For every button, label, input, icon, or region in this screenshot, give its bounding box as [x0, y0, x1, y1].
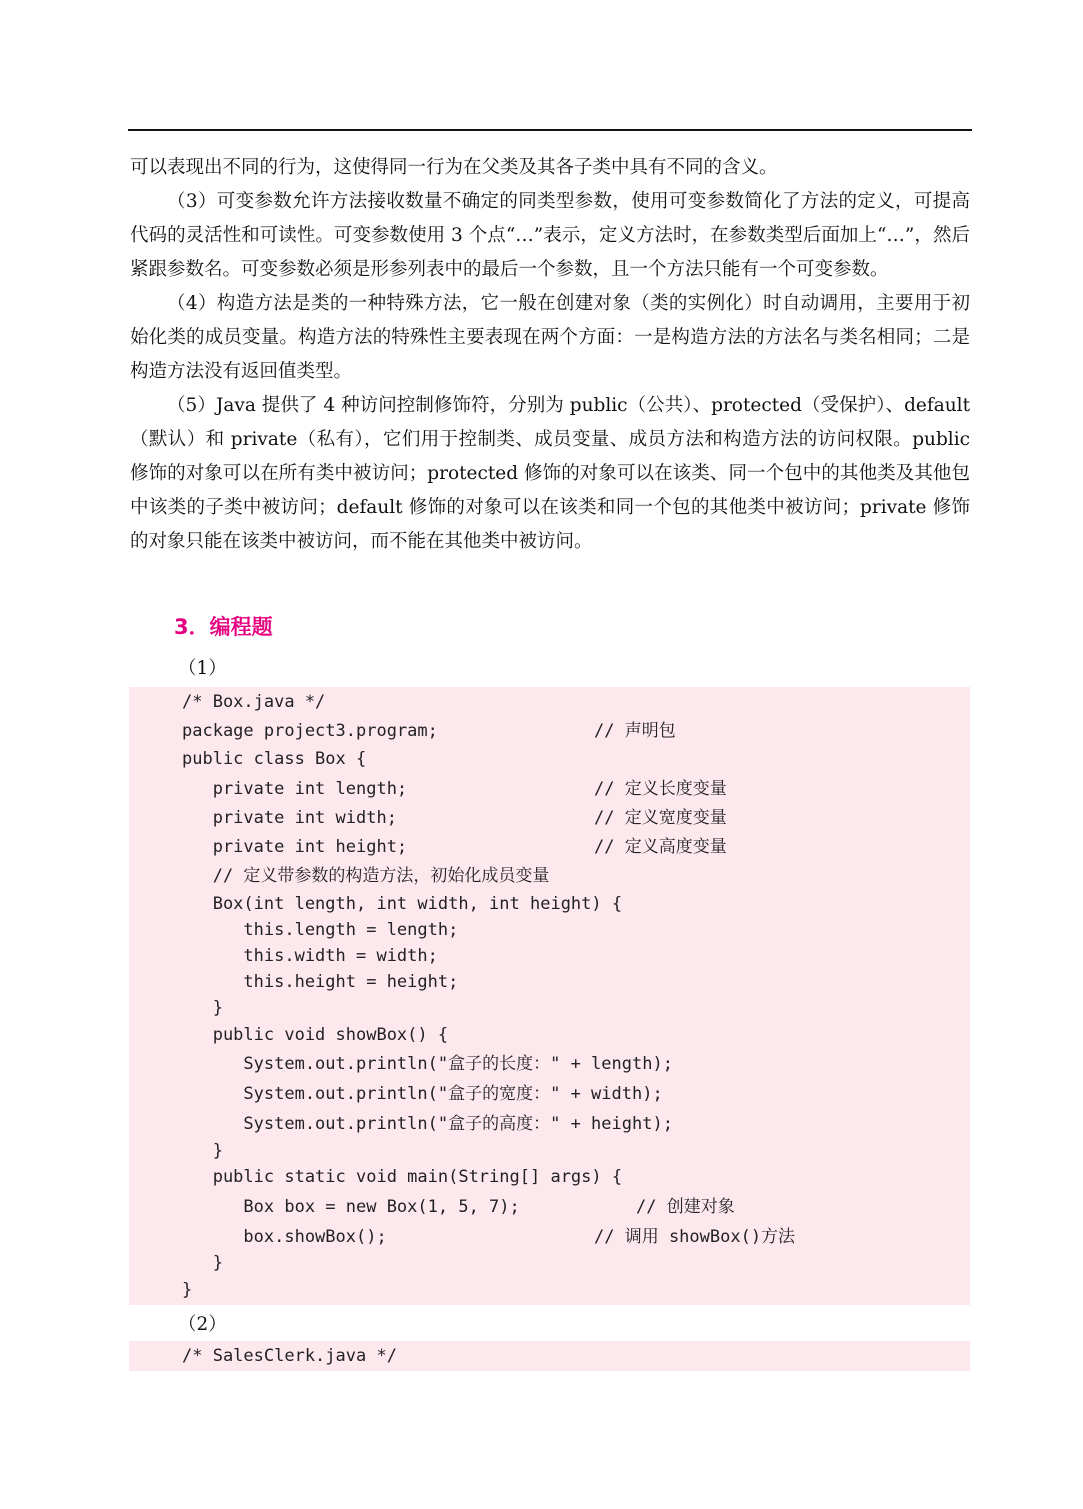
code-text: System.out.println("盒子的长度：" + length); — [182, 1054, 673, 1074]
code-text: private int length; — [182, 779, 408, 799]
code-label-1: （1） — [178, 658, 227, 679]
code-comment: // 定义高度变量 — [594, 837, 727, 857]
code-text: System.out.println("盒子的高度：" + height); — [182, 1114, 673, 1134]
code-text: Box(int length, int width, int height) { — [182, 894, 623, 914]
code-text: box.showBox(); — [182, 1227, 387, 1247]
code-text: package project3.program; — [182, 721, 438, 741]
code-text: public class Box { — [182, 749, 367, 769]
paragraph-item-5: （5）Java 提供了 4 种访问控制修饰符，分别为 public（公共）、protected（受保护）、default（默认）和 private（私有），它们用于控制类、成员变量、成员方法和构造方法的访问权限。public 修饰的对象可以在所有类中被访问；protected 修饰的对象可以在该类、同一个包中的其他类及其他包中该类的子类中被访问；default 修饰的对象可以在该类和同一个包的其他类中被访问；private 修饰的对象只能在该类中被访问，而不能在其他类中被访问。 — [130, 395, 970, 552]
code-text: Box box = new Box(1, 5, 7); — [182, 1197, 520, 1217]
section-heading: 3．编程题 — [174, 615, 273, 639]
code-text: /* Box.java */ — [182, 692, 326, 712]
code-text: } — [182, 1280, 193, 1300]
code-label-2: （2） — [178, 1314, 227, 1335]
code-block-1 — [129, 687, 970, 1305]
code-text: } — [182, 998, 223, 1018]
code-text: } — [182, 1253, 223, 1273]
header-rule — [128, 129, 972, 131]
paragraph-item-4: （4）构造方法是类的一种特殊方法，它一般在创建对象（类的实例化）时自动调用，主要用于初始化类的成员变量。构造方法的特殊性主要表现在两个方面：一是构造方法的方法名与类名相同；二是构造方法没有返回值类型。 — [130, 293, 970, 382]
code-text: public void showBox() { — [182, 1025, 449, 1045]
code-comment: // 定义长度变量 — [594, 779, 727, 799]
paragraph-item-3: （3）可变参数允许方法接收数量不确定的同类型参数，使用可变参数简化了方法的定义，可提高代码的灵活性和可读性。可变参数使用 3 个点“…”表示，定义方法时，在参数类型后面加上“…”，然后紧跟参数名。可变参数必须是形参列表中的最后一个参数，且一个方法只能有一个可变参数。 — [130, 191, 970, 280]
body-text — [130, 151, 970, 559]
code-comment: // 创建对象 — [636, 1197, 735, 1217]
code-comment: // 调用 showBox()方法 — [594, 1227, 796, 1247]
code-text: // 定义带参数的构造方法，初始化成员变量 — [182, 866, 550, 886]
code-text: private int height; — [182, 837, 408, 857]
code-comment: // 定义宽度变量 — [594, 808, 727, 828]
code-text: /* SalesClerk.java */ — [182, 1346, 397, 1366]
code-text: } — [182, 1141, 223, 1161]
code-block-2 — [129, 1341, 970, 1371]
paragraph-continuation: 可以表现出不同的行为，这使得同一行为在父类及其各子类中具有不同的含义。 — [130, 157, 778, 178]
code-text: private int width; — [182, 808, 397, 828]
code-comment: // 声明包 — [594, 721, 676, 741]
code-text: System.out.println("盒子的宽度：" + width); — [182, 1084, 663, 1104]
code-text: this.length = length; — [182, 920, 459, 940]
code-text: this.height = height; — [182, 972, 459, 992]
code-text: public static void main(String[] args) { — [182, 1167, 623, 1187]
code-text: this.width = width; — [182, 946, 438, 966]
